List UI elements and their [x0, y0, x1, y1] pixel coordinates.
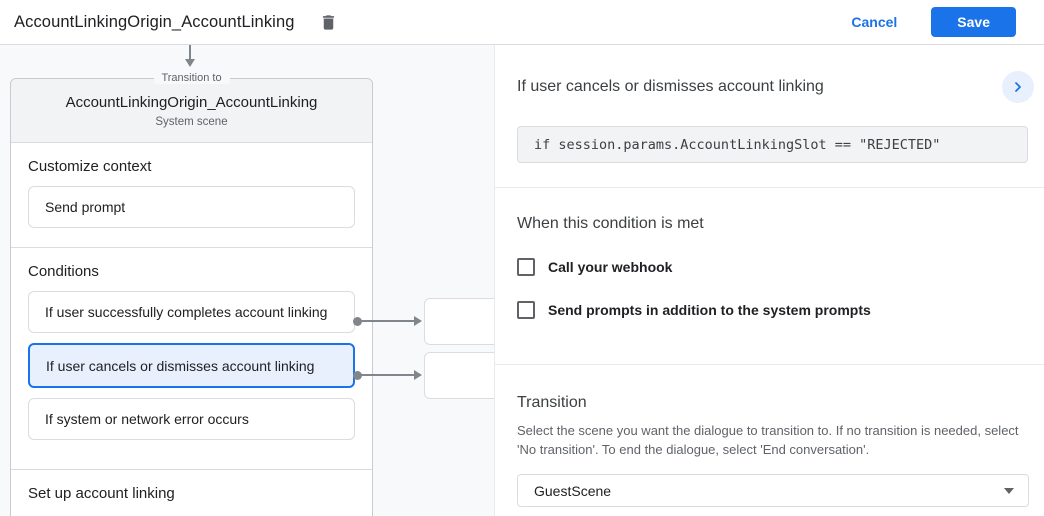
transition-scene-select[interactable]	[517, 474, 1029, 507]
connector-arrow-cancel-icon	[414, 370, 422, 380]
dropdown-caret-icon	[1004, 488, 1014, 494]
panel-title: If user cancels or dismisses account linking	[517, 78, 824, 95]
customize-context-title: Customize context	[28, 158, 152, 175]
connector-line-cancel	[360, 374, 416, 376]
transition-to-label: Transition to	[153, 72, 229, 84]
send-prompts-checkbox-row[interactable]	[517, 301, 1028, 319]
webhook-checkbox[interactable]	[517, 258, 535, 276]
condition-editor-panel	[494, 45, 1044, 516]
send-prompts-checkbox-label: Send prompts in addition to the system prompts	[548, 302, 871, 318]
webhook-checkbox-label: Call your webhook	[548, 259, 673, 275]
transition-target-box-success[interactable]	[424, 298, 494, 345]
connector-line-success	[360, 320, 416, 322]
incoming-transition-line	[189, 45, 191, 60]
connector-arrow-success-icon	[414, 316, 422, 326]
conditions-section	[11, 247, 372, 469]
chevron-right-icon	[1010, 79, 1026, 95]
collapse-panel-button[interactable]	[1002, 71, 1034, 103]
conditions-title: Conditions	[28, 263, 99, 280]
scene-name: AccountLinkingOrigin_AccountLinking	[65, 94, 318, 111]
scene-canvas	[0, 45, 494, 516]
when-condition-title: When this condition is met	[517, 215, 704, 232]
scene-card-header[interactable]	[11, 79, 372, 143]
transition-scene-value: GuestScene	[534, 482, 612, 499]
account-linking-section	[11, 469, 372, 516]
trash-icon	[319, 13, 338, 32]
incoming-transition-arrow-icon	[185, 59, 195, 67]
account-linking-title: Set up account linking	[28, 485, 175, 502]
main-split	[0, 45, 1044, 516]
panel-divider-2	[495, 364, 1044, 365]
scene-type-label: System scene	[155, 116, 228, 128]
send-prompt-item[interactable]: Send prompt	[28, 186, 355, 228]
transition-target-box-cancel[interactable]	[424, 352, 494, 399]
transition-section-title: Transition	[517, 394, 587, 411]
panel-header	[517, 45, 1028, 103]
page-title: AccountLinkingOrigin_AccountLinking	[14, 12, 295, 31]
scene-card	[10, 72, 373, 516]
top-bar	[0, 0, 1044, 45]
webhook-checkbox-row[interactable]	[517, 258, 1028, 276]
send-prompts-checkbox[interactable]	[517, 301, 535, 319]
customize-context-section	[11, 143, 372, 247]
condition-item-success[interactable]: If user successfully completes account linking	[28, 291, 355, 333]
cancel-button[interactable]: Cancel	[851, 14, 898, 30]
condition-item-cancel[interactable]: If user cancels or dismisses account linking	[28, 343, 355, 388]
condition-expression[interactable]: if session.params.AccountLinkingSlot == "REJECTED"	[517, 126, 1028, 163]
transition-description: Select the scene you want the dialogue to transition to. If no transition is needed, select 'No transition'. To end the dialogue, select 'End conversation'.	[517, 423, 1019, 457]
save-button[interactable]: Save	[931, 7, 1016, 37]
delete-scene-button[interactable]	[315, 9, 342, 36]
panel-divider-1	[495, 187, 1044, 188]
condition-item-error[interactable]: If system or network error occurs	[28, 398, 355, 440]
